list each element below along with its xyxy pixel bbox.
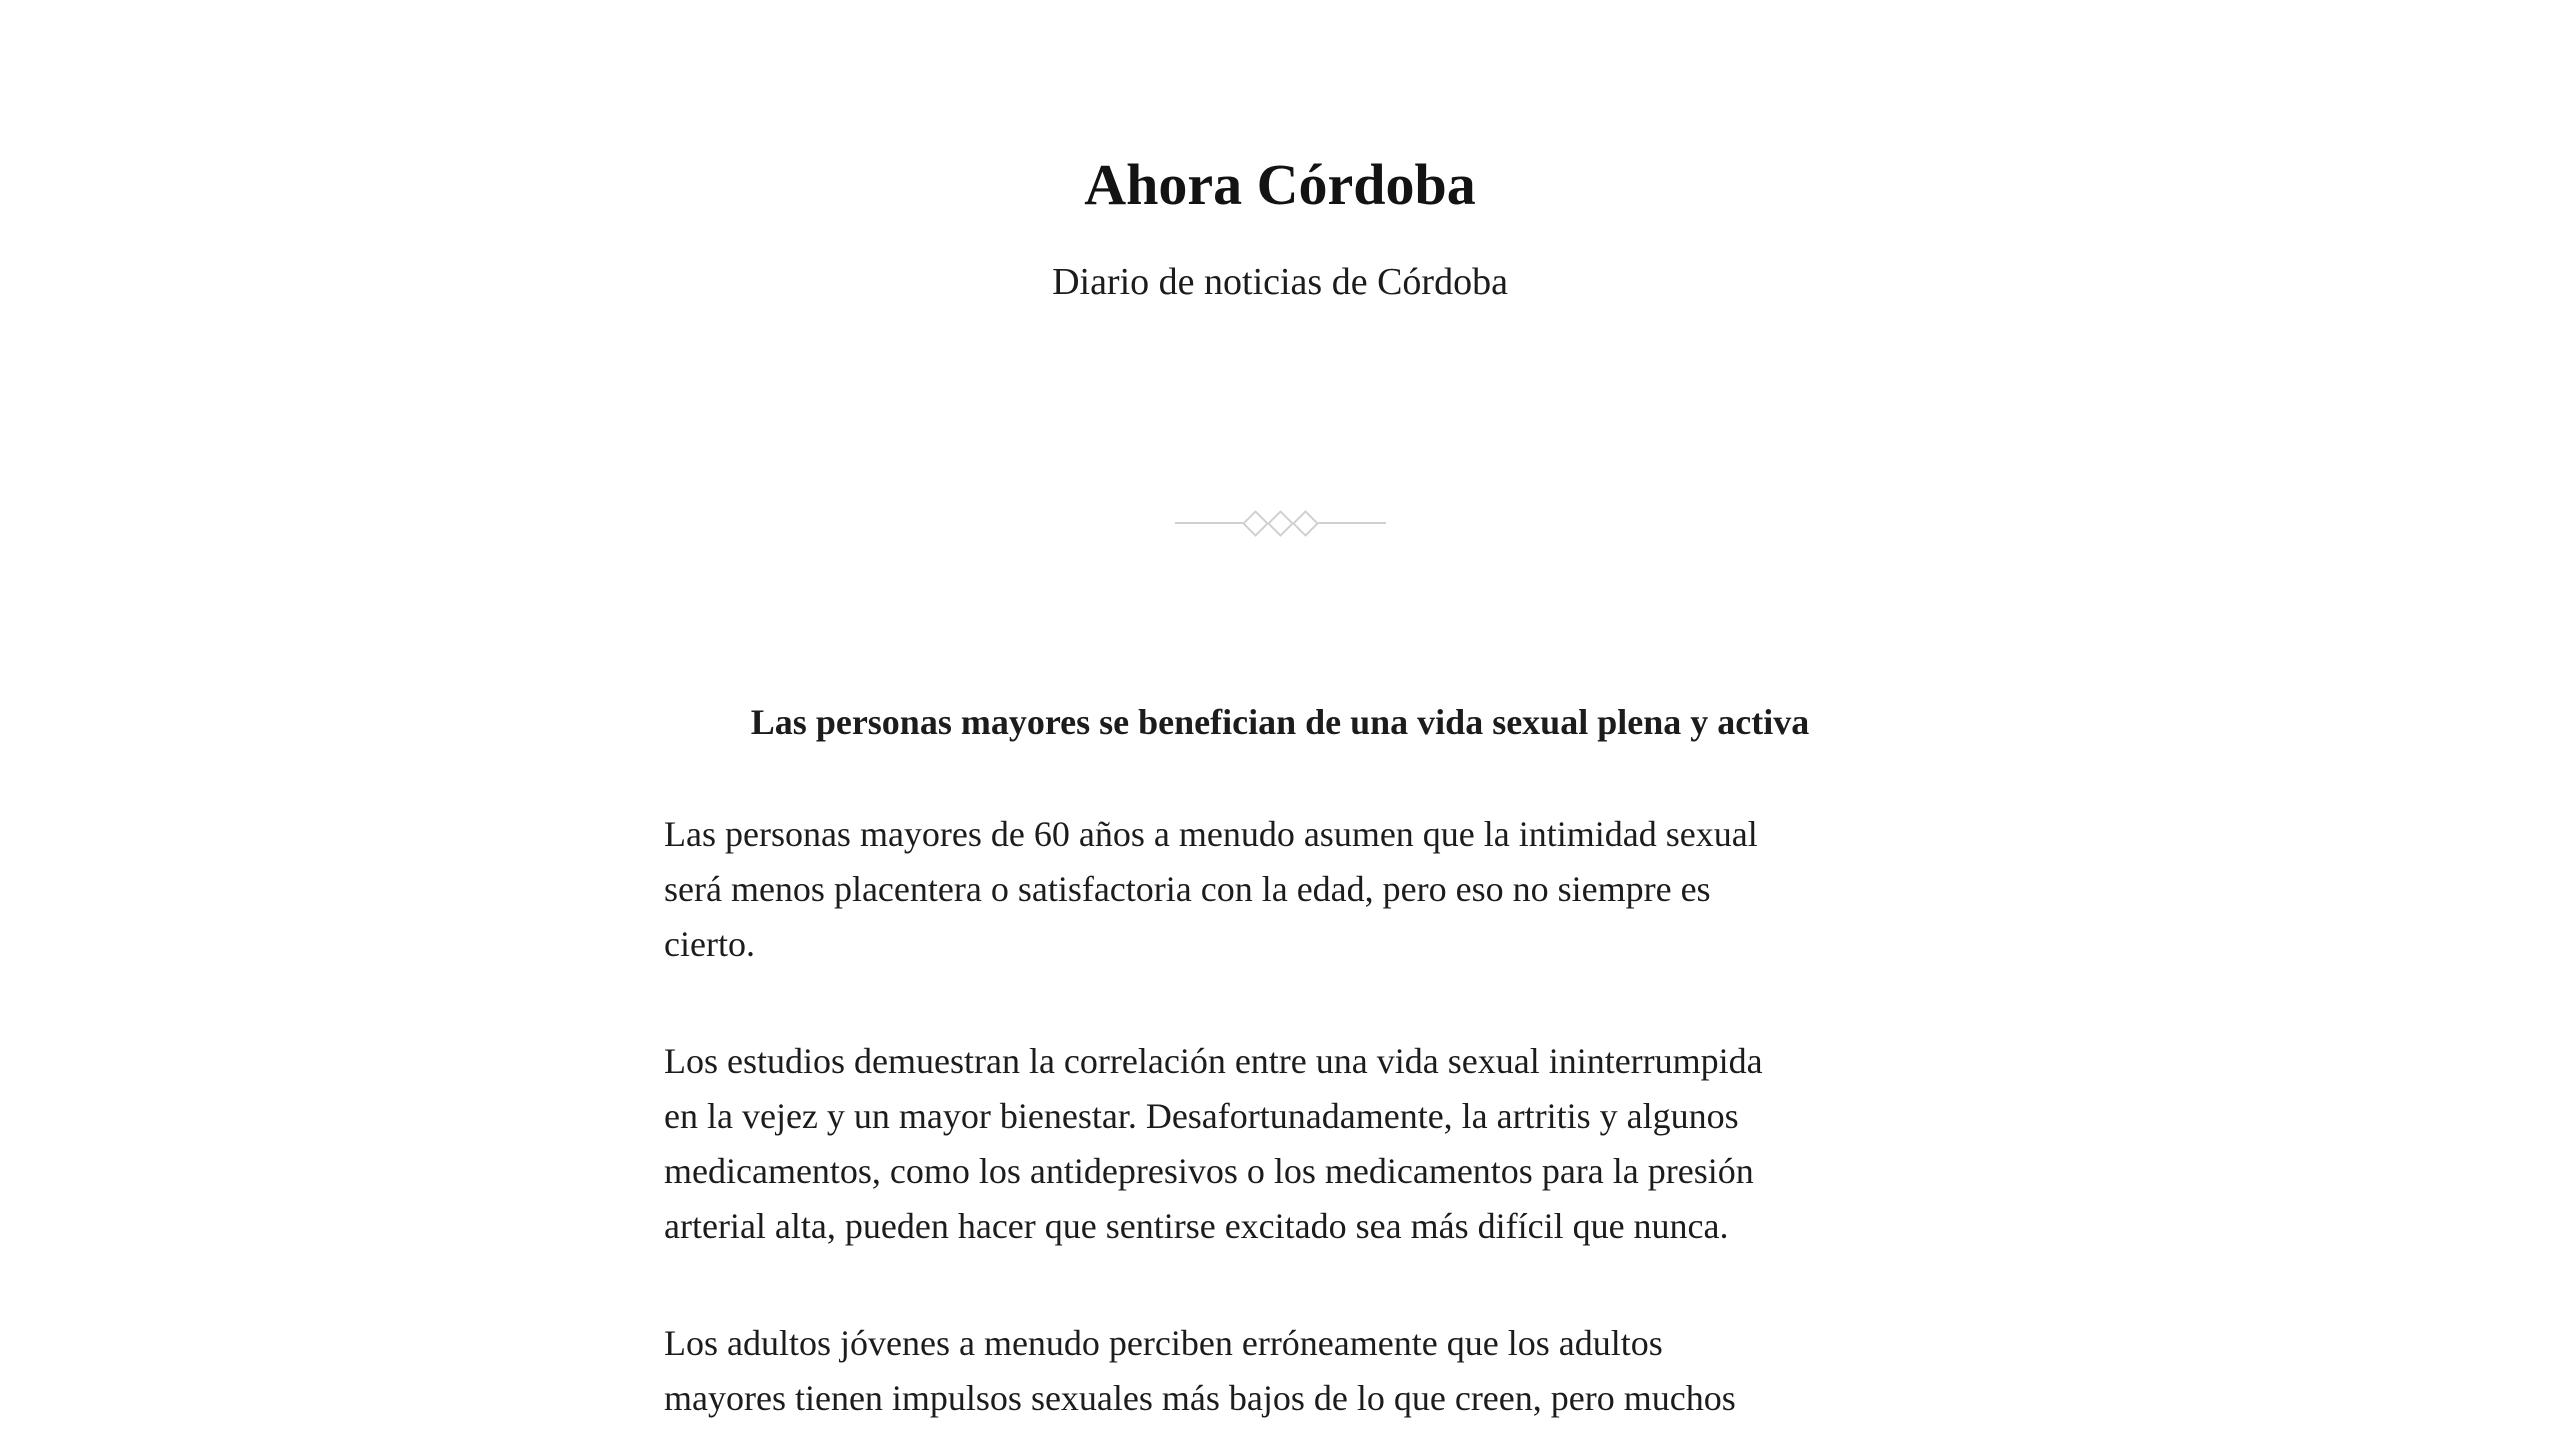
separator-line-left [1175, 522, 1243, 524]
diamond-icon [1267, 510, 1294, 537]
article-body [664, 807, 1896, 1426]
paragraph-line: mayores tienen impulsos sexuales más bajos de lo que creen, pero muchos [664, 1378, 1736, 1419]
diamond-icon [1292, 510, 1319, 537]
article-headline: Las personas mayores se benefician de una vida sexual plena y activa [750, 702, 1810, 743]
paragraph-line: Los estudios demuestran la correlación entre una vida sexual ininterrumpida [664, 1041, 1763, 1082]
diamond-icon [1242, 510, 1269, 537]
paragraph-line: será menos placentera o satisfactoria con la edad, pero eso no siempre es [664, 869, 1711, 910]
site-tagline: Diario de noticias de Córdoba [1052, 260, 1508, 303]
article-content [664, 701, 1896, 1426]
paragraph-line: medicamentos, como los antidepresivos o los medicamentos para la presión [664, 1151, 1754, 1192]
paragraph-line: arterial alta, pueden hacer que sentirse excitado sea más difícil que nunca. [664, 1206, 1729, 1247]
site-title[interactable]: Ahora Córdoba [1084, 152, 1476, 217]
paragraph-line: en la vejez y un mayor bienestar. Desafortunadamente, la artritis y algunos [664, 1096, 1739, 1137]
paragraph-line: Los adultos jóvenes a menudo perciben erróneamente que los adultos [664, 1323, 1663, 1364]
separator-line-right [1318, 522, 1386, 524]
diamond-separator [1167, 510, 1393, 536]
paragraph-line: cierto. [664, 924, 755, 965]
article-paragraph [664, 1034, 1896, 1254]
paragraph-line: Las personas mayores de 60 años a menudo asumen que la intimidad sexual [664, 814, 1758, 855]
site-header [0, 0, 2560, 305]
article-paragraph [664, 807, 1896, 972]
article-paragraph [664, 1316, 1896, 1426]
